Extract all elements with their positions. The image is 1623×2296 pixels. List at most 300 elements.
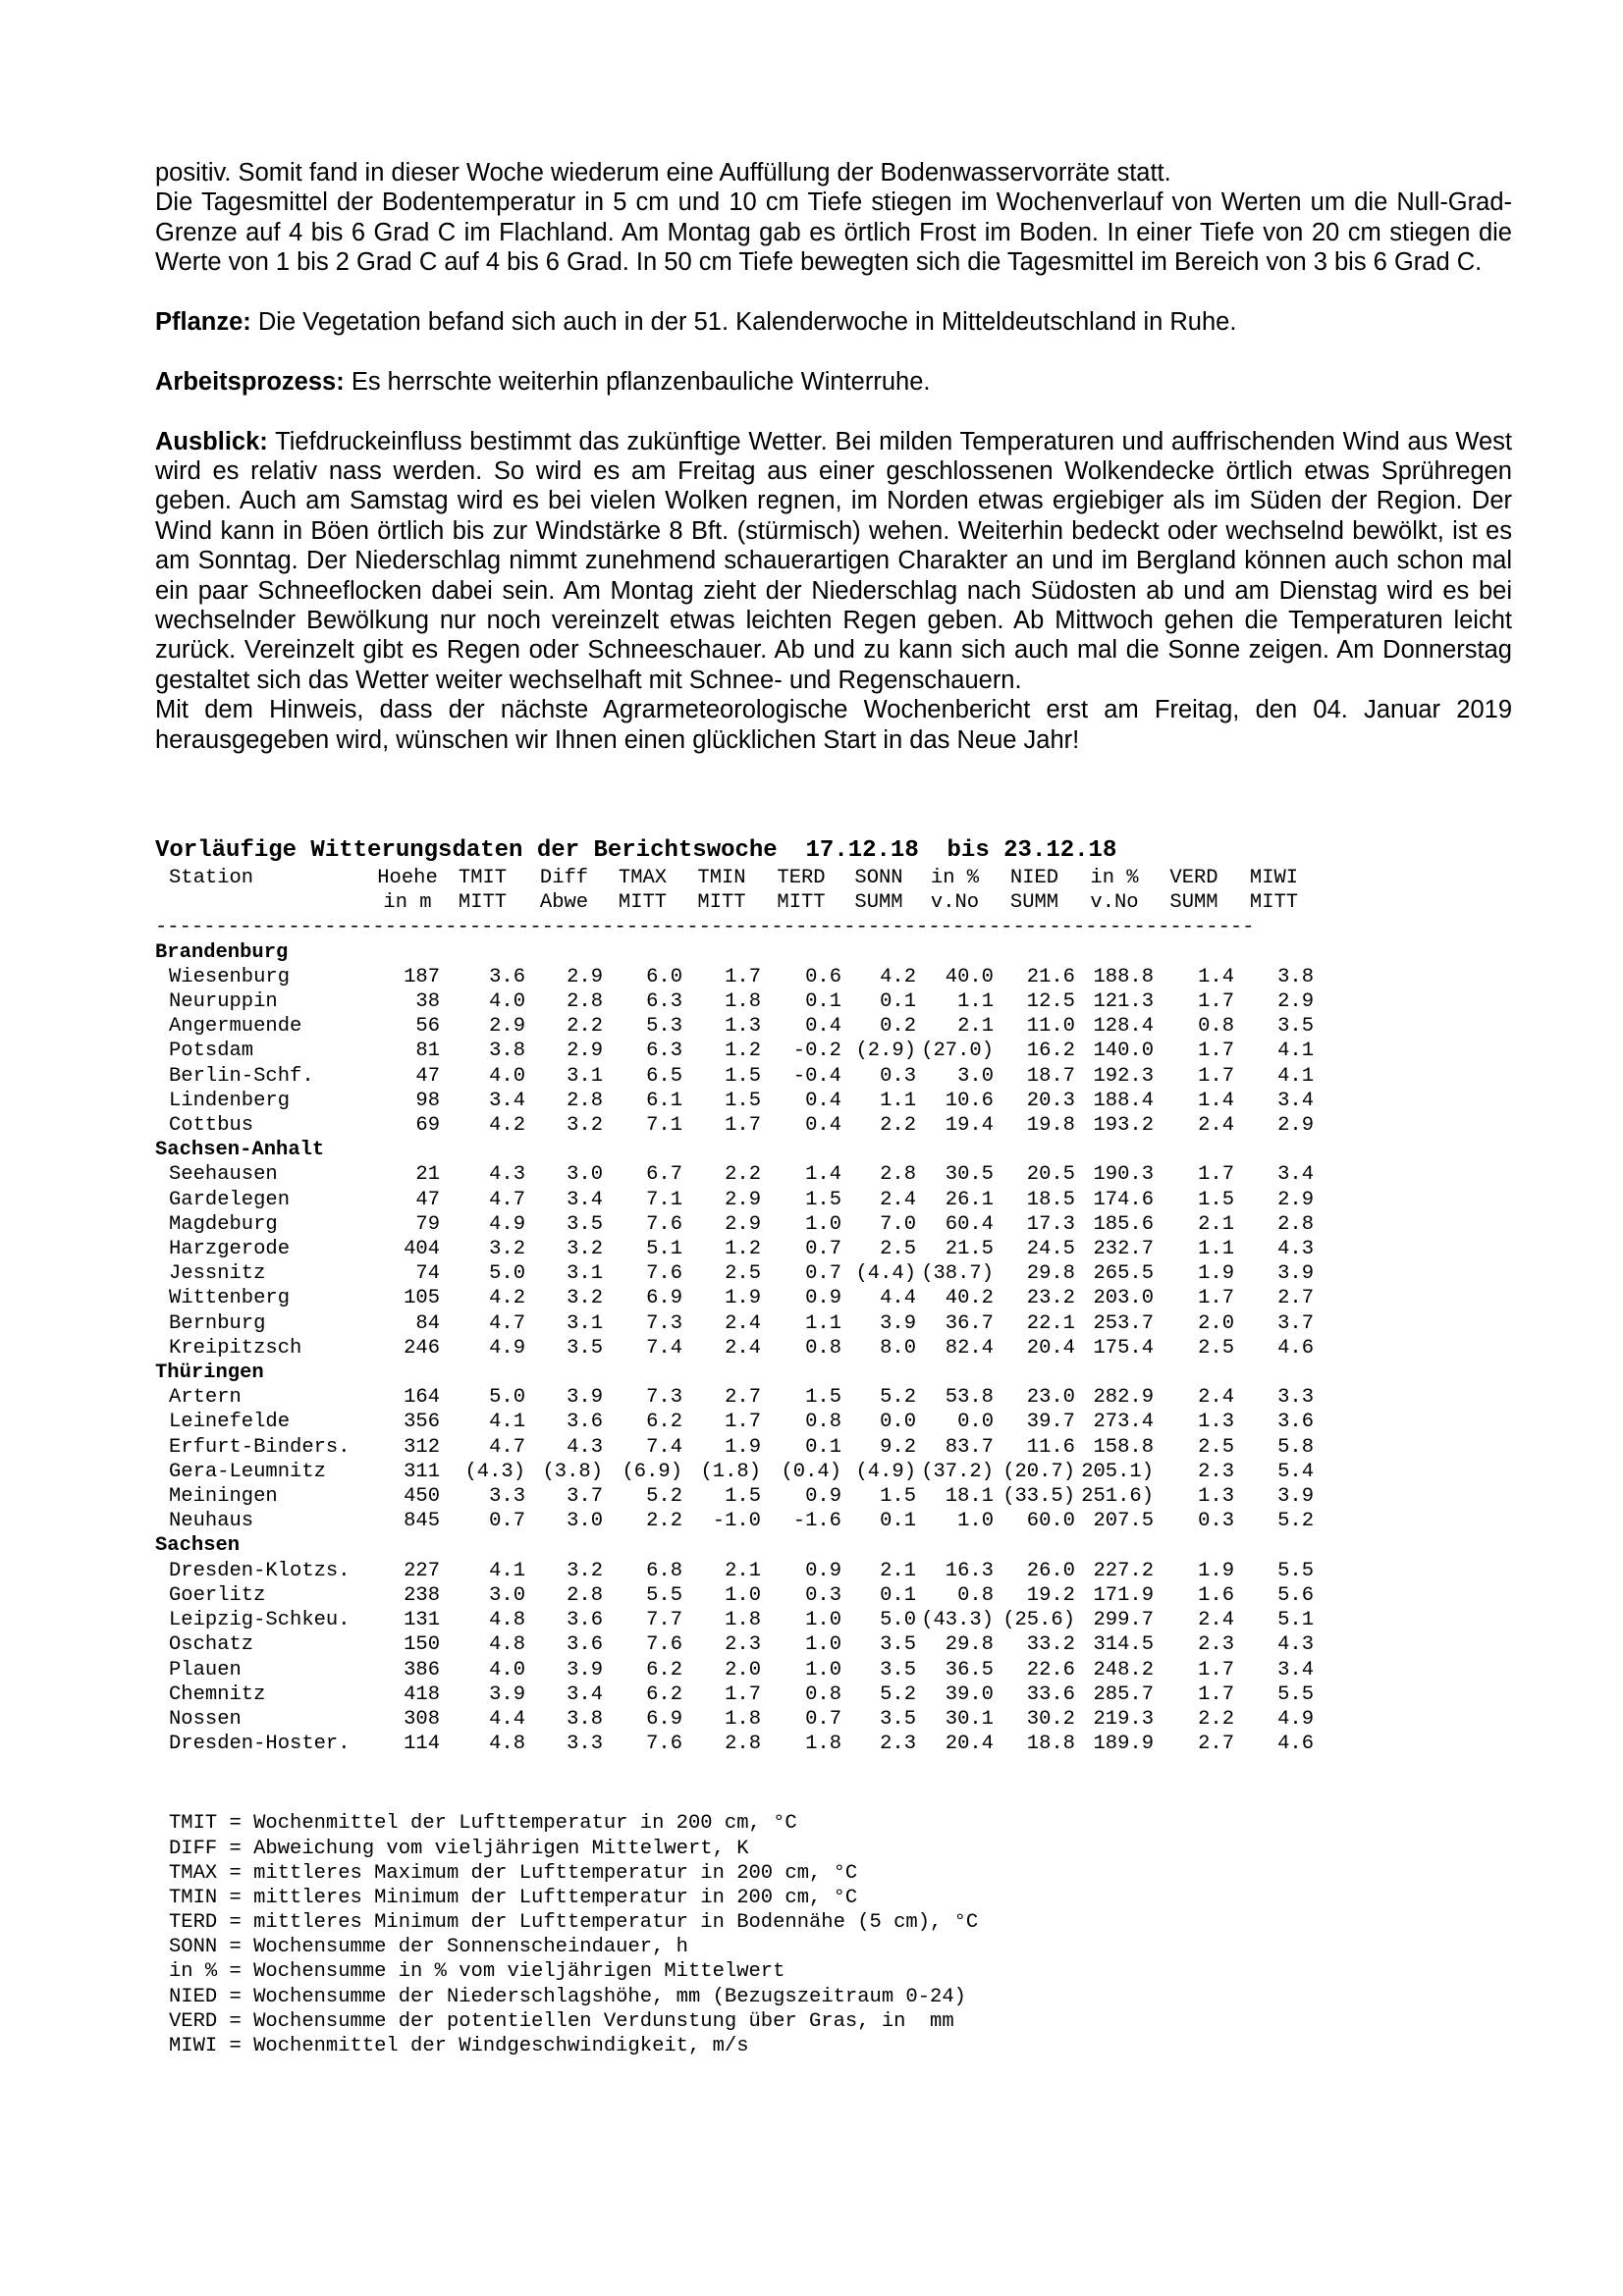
cell: 227 bbox=[404, 1559, 440, 1582]
cell: 2.5 bbox=[1198, 1435, 1234, 1459]
table-row bbox=[155, 1039, 1314, 1063]
cell: 1.8 bbox=[805, 1733, 841, 1756]
cell: 1.7 bbox=[1198, 1682, 1234, 1706]
cell: 2.8 bbox=[567, 990, 603, 1014]
cell: 248.2 bbox=[1093, 1658, 1154, 1682]
cell: 3.1 bbox=[567, 1311, 603, 1335]
cell: 4.2 bbox=[489, 1287, 525, 1310]
cell: 0.9 bbox=[805, 1287, 841, 1310]
cell: 2.9 bbox=[489, 1015, 525, 1039]
label-arbeitsprozess: Arbeitsprozess: bbox=[155, 367, 345, 396]
cell: 158.8 bbox=[1093, 1435, 1154, 1459]
text-arbeitsprozess: Es herrschte weiterhin pflanzenbauliche Winterruhe. bbox=[344, 367, 931, 396]
cell: 5.8 bbox=[1277, 1435, 1314, 1459]
cell: 2.3 bbox=[880, 1733, 916, 1756]
cell: 1.7 bbox=[1198, 1040, 1234, 1063]
cell: 18.1 bbox=[945, 1485, 994, 1509]
cell: 0.4 bbox=[805, 1089, 841, 1112]
region-heading-row bbox=[155, 940, 1314, 965]
cell: 3.5 bbox=[567, 1336, 603, 1360]
cell: 3.2 bbox=[567, 1287, 603, 1310]
cell: 29.8 bbox=[945, 1633, 994, 1657]
table-row bbox=[155, 1435, 1314, 1460]
cell: 1.8 bbox=[725, 1609, 761, 1632]
cell: 5.3 bbox=[646, 1015, 682, 1039]
cell: 0.1 bbox=[880, 1583, 916, 1607]
cell: 0.1 bbox=[805, 1435, 841, 1459]
legend-line: VERD = Wochensumme der potentiellen Verdunstung über Gras, in mm bbox=[169, 2009, 954, 2033]
cell: 7.3 bbox=[646, 1311, 682, 1335]
cell: 140.0 bbox=[1093, 1040, 1154, 1063]
table-row bbox=[155, 1237, 1314, 1261]
cell: 6.7 bbox=[646, 1163, 682, 1187]
cell: 2.9 bbox=[567, 965, 603, 988]
cell: 4.1 bbox=[489, 1411, 525, 1434]
cell: Wittenberg bbox=[169, 1287, 291, 1310]
cell: 3.5 bbox=[880, 1658, 916, 1682]
cell: Wiesenburg bbox=[169, 965, 291, 988]
cell: 3.4 bbox=[567, 1682, 603, 1706]
cell: Lindenberg bbox=[169, 1089, 291, 1112]
cell: 98 bbox=[415, 1089, 440, 1112]
cell: 3.8 bbox=[567, 1707, 603, 1731]
cell: 16.2 bbox=[1026, 1040, 1075, 1063]
cell: 4.1 bbox=[489, 1559, 525, 1582]
cell: 4.7 bbox=[489, 1311, 525, 1335]
cell: 7.4 bbox=[646, 1336, 682, 1360]
cell: 3.4 bbox=[489, 1089, 525, 1112]
cell: 40.0 bbox=[945, 965, 994, 988]
cell: (43.3) bbox=[921, 1609, 994, 1632]
cell: Bernburg bbox=[169, 1311, 266, 1335]
table-row bbox=[155, 1410, 1314, 1434]
cell: 21.5 bbox=[945, 1238, 994, 1261]
cell: 128.4 bbox=[1093, 1015, 1154, 1039]
cell: 2.1 bbox=[957, 1015, 994, 1039]
table-row bbox=[155, 1460, 1314, 1484]
table-row bbox=[155, 1212, 1314, 1237]
cell: 4.6 bbox=[1277, 1733, 1314, 1756]
legend-line: TERD = mittleres Minimum der Lufttemperatur in Bodennähe (5 cm), °C bbox=[169, 1911, 979, 1935]
cell: 3.9 bbox=[880, 1311, 916, 1335]
cell: 1.5 bbox=[725, 1089, 761, 1112]
cell: 1.0 bbox=[805, 1609, 841, 1632]
cell: 4.1 bbox=[1277, 1040, 1314, 1063]
cell: MITT bbox=[777, 891, 826, 915]
cell: Potsdam bbox=[169, 1040, 254, 1063]
label-pflanze: Pflanze: bbox=[155, 308, 251, 337]
cell: 2.4 bbox=[1198, 1609, 1234, 1632]
cell: 30.1 bbox=[945, 1707, 994, 1731]
cell: 2.9 bbox=[567, 1040, 603, 1063]
legend-line: NIED = Wochensumme der Niederschlagshöhe, mm (Bezugszeitraum 0-24) bbox=[169, 1985, 966, 2008]
cell: MITT bbox=[697, 891, 746, 915]
cell: 24.5 bbox=[1026, 1238, 1075, 1261]
cell: 3.9 bbox=[567, 1658, 603, 1682]
cell: 29.8 bbox=[1026, 1262, 1075, 1286]
cell: 0.8 bbox=[1198, 1015, 1234, 1039]
table-row bbox=[155, 1336, 1314, 1361]
table-row bbox=[155, 1632, 1314, 1657]
cell: Meiningen bbox=[169, 1485, 278, 1509]
cell: 2.0 bbox=[1198, 1311, 1234, 1335]
cell: 7.1 bbox=[646, 1114, 682, 1138]
cell: (25.6) bbox=[1002, 1609, 1075, 1632]
cell: SUMM bbox=[854, 891, 903, 915]
cell: 4.4 bbox=[489, 1707, 525, 1731]
cell: 6.2 bbox=[646, 1682, 682, 1706]
cell: 18.7 bbox=[1026, 1064, 1075, 1088]
cell: 2.2 bbox=[646, 1510, 682, 1533]
cell: 0.1 bbox=[880, 1510, 916, 1533]
cell: 193.2 bbox=[1093, 1114, 1154, 1138]
region-heading: Sachsen bbox=[155, 1534, 241, 1558]
cell: 0.0 bbox=[957, 1411, 994, 1434]
cell: 6.2 bbox=[646, 1658, 682, 1682]
cell: 20.3 bbox=[1026, 1089, 1075, 1112]
cell: 1.3 bbox=[1198, 1485, 1234, 1509]
cell: 6.3 bbox=[646, 990, 682, 1014]
cell: 40.2 bbox=[945, 1287, 994, 1310]
cell: 6.2 bbox=[646, 1411, 682, 1434]
cell: 11.6 bbox=[1026, 1435, 1075, 1459]
cell: 3.6 bbox=[567, 1609, 603, 1632]
cell: 2.8 bbox=[880, 1163, 916, 1187]
cell: 188.8 bbox=[1093, 965, 1154, 988]
cell: 0.8 bbox=[805, 1411, 841, 1434]
cell: TMAX bbox=[618, 867, 668, 889]
cell: 3.4 bbox=[1277, 1089, 1314, 1112]
cell: 19.8 bbox=[1026, 1114, 1075, 1138]
region-heading: Brandenburg bbox=[155, 940, 289, 964]
cell: 30.5 bbox=[945, 1163, 994, 1187]
cell: 3.6 bbox=[567, 1633, 603, 1657]
cell: 2.3 bbox=[725, 1633, 761, 1657]
cell: 1.7 bbox=[725, 965, 761, 988]
cell: 2.4 bbox=[880, 1188, 916, 1211]
cell: Dresden-Klotzs. bbox=[169, 1559, 351, 1582]
cell: v.No bbox=[1090, 891, 1139, 915]
cell: 4.2 bbox=[489, 1114, 525, 1138]
cell: 1.4 bbox=[805, 1163, 841, 1187]
cell: (4.4) bbox=[855, 1262, 916, 1286]
cell: MIWI bbox=[1249, 867, 1299, 889]
cell: 2.8 bbox=[567, 1583, 603, 1607]
cell: in m bbox=[383, 891, 432, 915]
cell: Angermuende bbox=[169, 1015, 302, 1039]
cell: Abwe bbox=[539, 891, 589, 915]
cell: 12.5 bbox=[1026, 990, 1075, 1014]
cell: TMIN bbox=[697, 867, 746, 889]
cell: 2.2 bbox=[1198, 1707, 1234, 1731]
cell: 5.0 bbox=[489, 1262, 525, 1286]
cell: 311 bbox=[404, 1460, 440, 1483]
cell: (37.2) bbox=[921, 1460, 994, 1483]
table-row bbox=[155, 1484, 1314, 1509]
cell: 3.2 bbox=[567, 1559, 603, 1582]
cell: 3.0 bbox=[567, 1510, 603, 1533]
cell: 3.9 bbox=[567, 1386, 603, 1410]
cell: Oschatz bbox=[169, 1633, 254, 1657]
cell: 3.6 bbox=[1277, 1411, 1314, 1434]
cell: 82.4 bbox=[945, 1336, 994, 1360]
cell: 4.0 bbox=[489, 990, 525, 1014]
cell: 0.8 bbox=[805, 1682, 841, 1706]
cell: 5.2 bbox=[880, 1386, 916, 1410]
cell: 4.3 bbox=[1277, 1238, 1314, 1261]
cell: (1.8) bbox=[700, 1460, 761, 1483]
cell: 0.4 bbox=[805, 1114, 841, 1138]
cell: 185.6 bbox=[1093, 1212, 1154, 1236]
cell: (6.9) bbox=[622, 1460, 682, 1483]
cell: 2.1 bbox=[880, 1559, 916, 1582]
cell: 33.6 bbox=[1026, 1682, 1075, 1706]
cell: 171.9 bbox=[1093, 1583, 1154, 1607]
cell: 3.0 bbox=[957, 1064, 994, 1088]
cell: v.No bbox=[930, 891, 980, 915]
cell: SUMM bbox=[1169, 891, 1218, 915]
cell: 39.0 bbox=[945, 1682, 994, 1706]
cell: 0.3 bbox=[805, 1583, 841, 1607]
cell: 0.9 bbox=[805, 1559, 841, 1582]
weather-data-report bbox=[155, 836, 1530, 2058]
cell: -0.2 bbox=[792, 1040, 841, 1063]
cell: 2.4 bbox=[1198, 1114, 1234, 1138]
cell: 3.8 bbox=[489, 1040, 525, 1063]
cell: VERD bbox=[1169, 867, 1218, 889]
cell: 2.4 bbox=[725, 1336, 761, 1360]
table-row bbox=[155, 989, 1314, 1014]
cell: 7.6 bbox=[646, 1633, 682, 1657]
cell: 3.9 bbox=[1277, 1262, 1314, 1286]
cell: (2.9) bbox=[855, 1040, 916, 1063]
table-header-row bbox=[155, 866, 1314, 890]
cell: 20.4 bbox=[945, 1733, 994, 1756]
cell: 39.7 bbox=[1026, 1411, 1075, 1434]
table-row bbox=[155, 1113, 1314, 1138]
cell: 1.5 bbox=[805, 1188, 841, 1211]
cell: 3.1 bbox=[567, 1262, 603, 1286]
table-row bbox=[155, 1658, 1314, 1682]
cell: Kreipitzsch bbox=[169, 1336, 302, 1360]
cell: (38.7) bbox=[921, 1262, 994, 1286]
cell: 251.6) bbox=[1081, 1485, 1154, 1509]
cell: 3.9 bbox=[1277, 1485, 1314, 1509]
cell: Diff bbox=[539, 867, 589, 889]
cell: 203.0 bbox=[1093, 1287, 1154, 1310]
cell: 238 bbox=[404, 1583, 440, 1607]
cell: SONN bbox=[854, 867, 903, 889]
cell: 2.7 bbox=[1198, 1733, 1234, 1756]
cell: 1.1 bbox=[957, 990, 994, 1014]
cell: 265.5 bbox=[1093, 1262, 1154, 1286]
cell: 1.8 bbox=[725, 990, 761, 1014]
cell: 19.2 bbox=[1026, 1583, 1075, 1607]
separator-line: ------------------------------------------------------------------------------------------- bbox=[155, 916, 1255, 939]
report-title: Vorläufige Witterungsdaten der Berichtswoche 17.12.18 bis 23.12.18 bbox=[155, 837, 1117, 864]
cell: 4.8 bbox=[489, 1633, 525, 1657]
cell: 273.4 bbox=[1093, 1411, 1154, 1434]
cell: 450 bbox=[404, 1485, 440, 1509]
cell: 2.9 bbox=[1277, 1114, 1314, 1138]
cell: 2.4 bbox=[1198, 1386, 1234, 1410]
cell: 5.5 bbox=[1277, 1559, 1314, 1582]
cell: 5.5 bbox=[1277, 1682, 1314, 1706]
cell: Seehausen bbox=[169, 1163, 278, 1187]
cell: 1.4 bbox=[1198, 1089, 1234, 1112]
cell: 7.6 bbox=[646, 1733, 682, 1756]
cell: 3.5 bbox=[1277, 1015, 1314, 1039]
cell: 121.3 bbox=[1093, 990, 1154, 1014]
cell: in % bbox=[930, 867, 980, 889]
cell: 4.6 bbox=[1277, 1336, 1314, 1360]
legend-line: MIWI = Wochenmittel der Windgeschwindigkeit, m/s bbox=[169, 2035, 749, 2057]
cell: 2.1 bbox=[725, 1559, 761, 1582]
cell: 246 bbox=[404, 1336, 440, 1360]
cell: 6.0 bbox=[646, 965, 682, 988]
cell: Gardelegen bbox=[169, 1188, 291, 1211]
cell: 175.4 bbox=[1093, 1336, 1154, 1360]
cell: 6.1 bbox=[646, 1089, 682, 1112]
cell: 404 bbox=[404, 1238, 440, 1261]
legend-line: TMAX = mittleres Maximum der Lufttemperatur in 200 cm, °C bbox=[169, 1861, 858, 1885]
cell: Harzgerode bbox=[169, 1238, 291, 1261]
cell: 2.9 bbox=[725, 1188, 761, 1211]
cell: 3.3 bbox=[567, 1733, 603, 1756]
cell: 4.8 bbox=[489, 1733, 525, 1756]
cell: 190.3 bbox=[1093, 1163, 1154, 1187]
cell: Chemnitz bbox=[169, 1682, 266, 1706]
cell: 187 bbox=[404, 965, 440, 988]
cell: 6.5 bbox=[646, 1064, 682, 1088]
cell: 1.7 bbox=[1198, 1658, 1234, 1682]
cell: 33.2 bbox=[1026, 1633, 1075, 1657]
cell: 3.0 bbox=[489, 1583, 525, 1607]
region-heading-row bbox=[155, 1361, 1314, 1385]
cell: 4.0 bbox=[489, 1064, 525, 1088]
cell: 2.8 bbox=[567, 1089, 603, 1112]
cell: 314.5 bbox=[1093, 1633, 1154, 1657]
cell: 11.0 bbox=[1026, 1015, 1075, 1039]
cell: 4.7 bbox=[489, 1188, 525, 1211]
paragraph-arbeitsprozess bbox=[155, 367, 1512, 397]
cell: 4.9 bbox=[489, 1212, 525, 1236]
cell: 1.7 bbox=[1198, 990, 1234, 1014]
cell: 1.9 bbox=[1198, 1559, 1234, 1582]
table-row bbox=[155, 1089, 1314, 1113]
cell: SUMM bbox=[1009, 891, 1059, 915]
legend-line: TMIN = mittleres Minimum der Lufttemperatur in 200 cm, °C bbox=[169, 1886, 858, 1909]
cell: TERD bbox=[777, 867, 826, 889]
cell: 308 bbox=[404, 1707, 440, 1731]
cell: 205.1) bbox=[1081, 1460, 1154, 1483]
cell: (20.7) bbox=[1002, 1460, 1075, 1483]
cell: -1.6 bbox=[792, 1510, 841, 1533]
cell: 2.9 bbox=[725, 1212, 761, 1236]
paragraph-pflanze bbox=[155, 307, 1512, 337]
cell: 23.2 bbox=[1026, 1287, 1075, 1310]
cell: Cottbus bbox=[169, 1114, 254, 1138]
cell: 16.3 bbox=[945, 1559, 994, 1582]
cell: Erfurt-Binders. bbox=[169, 1435, 351, 1459]
cell: Magdeburg bbox=[169, 1212, 278, 1236]
cell: 4.9 bbox=[1277, 1707, 1314, 1731]
cell: 188.4 bbox=[1093, 1089, 1154, 1112]
cell: 1.7 bbox=[725, 1114, 761, 1138]
cell: 19.4 bbox=[945, 1114, 994, 1138]
cell: 18.8 bbox=[1026, 1733, 1075, 1756]
cell: Neuruppin bbox=[169, 990, 278, 1014]
cell: 8.0 bbox=[880, 1336, 916, 1360]
cell: 2.5 bbox=[725, 1262, 761, 1286]
cell: (0.4) bbox=[781, 1460, 841, 1483]
cell: 3.4 bbox=[567, 1188, 603, 1211]
cell: 0.1 bbox=[805, 990, 841, 1014]
cell: 2.7 bbox=[1277, 1287, 1314, 1310]
cell: 2.4 bbox=[725, 1311, 761, 1335]
cell: 1.1 bbox=[1198, 1238, 1234, 1261]
region-heading-row bbox=[155, 1138, 1314, 1162]
cell: 6.8 bbox=[646, 1559, 682, 1582]
cell: 0.7 bbox=[489, 1510, 525, 1533]
cell: 845 bbox=[404, 1510, 440, 1533]
cell: Gera-Leumnitz bbox=[169, 1460, 326, 1483]
cell: 0.7 bbox=[805, 1238, 841, 1261]
cell: 227.2 bbox=[1093, 1559, 1154, 1582]
cell: 3.1 bbox=[567, 1064, 603, 1088]
cell: 3.5 bbox=[567, 1212, 603, 1236]
cell: 5.4 bbox=[1277, 1460, 1314, 1483]
cell: 232.7 bbox=[1093, 1238, 1154, 1261]
cell: 3.2 bbox=[567, 1238, 603, 1261]
cell: 47 bbox=[415, 1064, 440, 1088]
cell: 164 bbox=[404, 1386, 440, 1410]
cell: 4.2 bbox=[880, 965, 916, 988]
text-pflanze: Die Vegetation befand sich auch in der 51. Kalenderwoche in Mitteldeutschland in Ruhe. bbox=[250, 308, 1237, 337]
cell: 174.6 bbox=[1093, 1188, 1154, 1211]
cell: 5.2 bbox=[880, 1682, 916, 1706]
cell: 356 bbox=[404, 1411, 440, 1434]
cell: 1.7 bbox=[725, 1682, 761, 1706]
cell: 1.0 bbox=[805, 1212, 841, 1236]
table-row bbox=[155, 1311, 1314, 1336]
cell: 131 bbox=[404, 1609, 440, 1632]
cell: 312 bbox=[404, 1435, 440, 1459]
cell: 1.1 bbox=[880, 1089, 916, 1112]
weather-data-table bbox=[155, 866, 1314, 1756]
cell: 2.9 bbox=[1277, 990, 1314, 1014]
cell: 3.5 bbox=[880, 1707, 916, 1731]
cell: 5.2 bbox=[1277, 1510, 1314, 1533]
cell: 3.4 bbox=[1277, 1658, 1314, 1682]
cell: 1.6 bbox=[1198, 1583, 1234, 1607]
cell: 7.3 bbox=[646, 1386, 682, 1410]
cell: 2.8 bbox=[725, 1733, 761, 1756]
cell bbox=[155, 890, 375, 915]
cell: 60.4 bbox=[945, 1212, 994, 1236]
cell: 3.4 bbox=[1277, 1163, 1314, 1187]
cell: (33.5) bbox=[1002, 1485, 1075, 1509]
cell: 2.0 bbox=[725, 1658, 761, 1682]
cell: 9.2 bbox=[880, 1435, 916, 1459]
cell: 0.6 bbox=[805, 965, 841, 988]
cell: 38 bbox=[415, 990, 440, 1014]
cell: 207.5 bbox=[1093, 1510, 1154, 1533]
cell: Nossen bbox=[169, 1707, 242, 1731]
cell: 5.2 bbox=[646, 1485, 682, 1509]
cell: 299.7 bbox=[1093, 1609, 1154, 1632]
cell: 21.6 bbox=[1026, 965, 1075, 988]
